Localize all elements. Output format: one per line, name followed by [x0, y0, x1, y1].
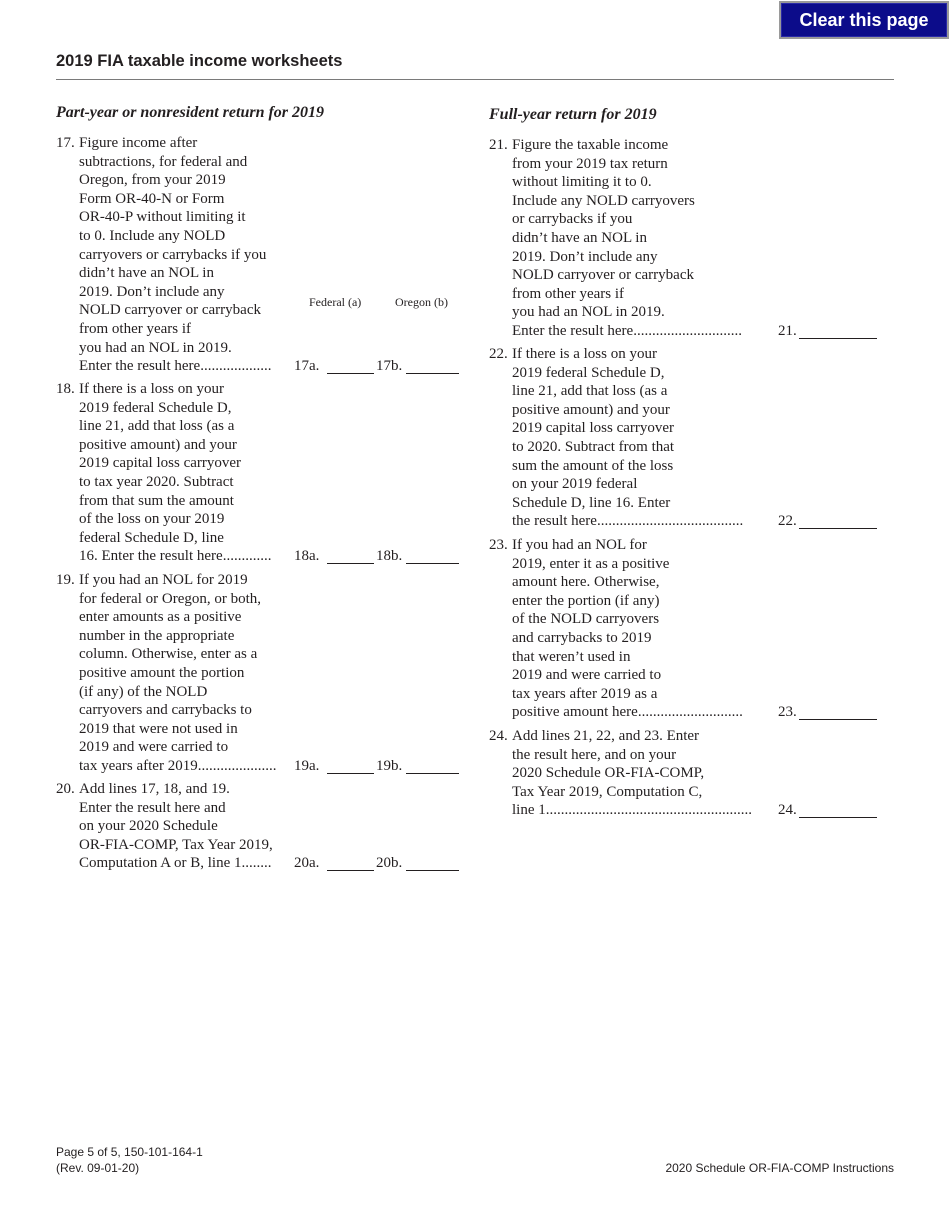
item-text: and carrybacks to 2019 — [512, 630, 652, 646]
item-text: positive amount) and your — [512, 401, 670, 418]
item-text: If there is a loss on your — [512, 346, 657, 362]
item-text: carryovers or carrybacks if you — [79, 246, 267, 263]
footer-document-title: 2020 Schedule OR-FIA-COMP Instructions — [665, 1161, 894, 1175]
item-text: or carrybacks if you — [512, 211, 633, 228]
item-number: 18. — [56, 381, 75, 397]
amount-field[interactable] — [799, 719, 877, 720]
title-rule — [56, 79, 894, 80]
right-column-heading: Full-year return for 2019 — [489, 106, 657, 123]
item-text: you had an NOL in 2019. — [79, 339, 232, 356]
item-text: 2020 Schedule OR-FIA-COMP, — [512, 765, 705, 782]
amount-field[interactable] — [799, 338, 877, 339]
item-text: Form OR-40-N or Form — [79, 190, 225, 207]
item-text: number in the appropriate — [79, 627, 235, 644]
federal-line-label: 19a. — [294, 758, 320, 774]
item-text: Computation A or B, line 1 — [79, 855, 242, 872]
line-label: 21. — [778, 323, 797, 339]
item-number: 24. — [489, 728, 508, 744]
item-text: OR-40-P without limiting it — [79, 209, 246, 226]
item-text: you had an NOL in 2019. — [512, 304, 665, 321]
amount-field[interactable] — [799, 528, 877, 529]
item-text: line 21, add that loss (as a — [512, 383, 668, 400]
item-text: OR-FIA-COMP, Tax Year 2019, — [79, 836, 273, 853]
federal-line-label: 17a. — [294, 358, 320, 375]
federal-amount-field[interactable] — [327, 773, 374, 774]
item-final-line — [512, 801, 768, 820]
item-text: enter amounts as a positive — [79, 609, 242, 626]
oregon-amount-field[interactable] — [406, 773, 459, 774]
item-text: on your 2019 federal — [512, 476, 638, 493]
item-text: for federal or Oregon, or both, — [79, 590, 262, 607]
item-text: tax years after 2019 as a — [512, 685, 658, 702]
item-text: positive amount the portion — [79, 665, 245, 681]
item-text: subtractions, for federal and — [79, 153, 248, 170]
item-text: to tax year 2020. Subtract — [79, 474, 234, 490]
oregon-amount-field[interactable] — [406, 373, 459, 374]
item-number: 21. — [489, 137, 508, 153]
footer-page-info — [56, 1145, 203, 1176]
item-text: Figure the taxable income — [512, 137, 669, 153]
item-text: 2019, enter it as a positive — [512, 555, 670, 572]
item-text: to 0. Include any NOLD — [79, 228, 226, 244]
line-label: 24. — [778, 802, 797, 819]
item-text: from other years if — [79, 321, 192, 337]
item-text: Enter the result here — [512, 323, 634, 339]
item-text: NOLD carryover or carryback — [79, 302, 261, 319]
federal-line-label: 18a. — [294, 548, 320, 565]
item-text: from that sum the amount — [79, 492, 234, 509]
federal-amount-field[interactable] — [327, 373, 374, 374]
item-text: Enter the result here — [79, 358, 201, 375]
footer-revision: (Rev. 09-01-20) — [56, 1160, 140, 1175]
item-text: positive amount) and your — [79, 436, 237, 453]
oregon-line-label: 17b. — [376, 358, 403, 375]
item-final-line — [512, 512, 768, 531]
footer-page-number: Page 5 of 5, 150-101-164-1 — [56, 1145, 203, 1159]
item-text: 2019 and were carried to — [79, 739, 229, 756]
dot-leader: ............. — [222, 548, 272, 565]
item-text: federal Schedule D, line — [79, 529, 224, 546]
item-final-line — [79, 757, 294, 776]
item-text: Add lines 21, 22, and 23. Enter — [512, 728, 700, 744]
item-text: Enter the result here and — [79, 799, 226, 816]
item-text: 2019 federal Schedule D, — [512, 364, 665, 381]
item-text: 2019 and were carried to — [512, 667, 662, 684]
item-text: from other years if — [512, 285, 625, 302]
item-text: 2019 that were not used in — [79, 720, 238, 737]
line-label: 22. — [778, 513, 797, 530]
left-column-heading: Part-year or nonresident return for 2019 — [56, 104, 325, 121]
item-text: Figure income after — [79, 135, 198, 151]
federal-amount-field[interactable] — [327, 870, 374, 871]
item-final-line — [79, 357, 294, 376]
dot-leader: ............................ — [637, 704, 743, 721]
item-text: column. Otherwise, enter as a — [79, 646, 258, 663]
line-label: 23. — [778, 704, 797, 721]
item-final-line — [79, 547, 294, 566]
item-text: from your 2019 tax return — [512, 155, 668, 172]
page-title: 2019 FIA taxable income worksheets — [56, 52, 343, 70]
oregon-line-label: 19b. — [376, 758, 403, 774]
dot-leader: ..................... — [197, 758, 277, 774]
item-text: 2019. Don’t include any — [512, 248, 658, 265]
item-text: that weren’t used in — [512, 648, 631, 665]
item-text: didn’t have an NOL in — [79, 265, 214, 282]
item-text: didn’t have an NOL in — [512, 230, 647, 246]
item-number: 19. — [56, 572, 75, 588]
item-final-line — [512, 322, 768, 341]
item-number: 23. — [489, 537, 508, 553]
oregon-amount-field[interactable] — [406, 563, 459, 564]
federal-line-label: 20a. — [294, 855, 320, 872]
item-text: carryovers and carrybacks to — [79, 702, 252, 719]
item-text: tax years after 2019 — [79, 758, 198, 774]
oregon-column-label: Oregon (b) — [395, 295, 448, 309]
item-text: If there is a loss on your — [79, 381, 224, 397]
federal-column-label: Federal (a) — [309, 295, 362, 309]
item-text: 2019 capital loss carryover — [79, 455, 242, 472]
item-text: If you had an NOL for 2019 — [79, 572, 248, 588]
item-text: 2019. Don’t include any — [79, 283, 225, 300]
item-final-line — [512, 703, 768, 722]
item-number: 22. — [489, 346, 508, 362]
item-text: 2019 capital loss carryover — [512, 420, 675, 437]
item-number: 17. — [56, 135, 75, 151]
oregon-line-label: 18b. — [376, 548, 403, 565]
item-text: If you had an NOL for — [512, 537, 647, 553]
federal-amount-field[interactable] — [327, 563, 374, 564]
item-text: sum the amount of the loss — [512, 457, 674, 474]
dot-leader: ....................................... — [596, 513, 744, 530]
amount-field[interactable] — [799, 817, 877, 818]
item-text: on your 2020 Schedule — [79, 818, 218, 835]
clear-page-button[interactable]: Clear this page — [779, 1, 949, 39]
item-text: without limiting it to 0. — [512, 174, 652, 191]
dot-leader: ........ — [241, 855, 272, 872]
item-text: enter the portion (if any) — [512, 592, 660, 609]
item-text: of the NOLD carryovers — [512, 611, 660, 628]
item-text: Include any NOLD carryovers — [512, 192, 695, 209]
item-text: Tax Year 2019, Computation C, — [512, 783, 703, 800]
item-text: NOLD carryover or carryback — [512, 267, 694, 284]
item-number: 20. — [56, 781, 75, 797]
item-text: Oregon, from your 2019 — [79, 172, 226, 189]
item-final-line — [79, 854, 294, 873]
item-text: of the loss on your 2019 — [79, 511, 225, 528]
item-text: Schedule D, line 16. Enter — [512, 494, 671, 511]
item-text: the result here, and on your — [512, 746, 677, 763]
item-text: to 2020. Subtract from that — [512, 439, 675, 455]
item-text: amount here. Otherwise, — [512, 574, 660, 591]
item-text: positive amount here — [512, 704, 638, 721]
item-text: Add lines 17, 18, and 19. — [79, 781, 230, 797]
dot-leader: ............................. — [633, 323, 742, 339]
item-text: 2019 federal Schedule D, — [79, 399, 232, 416]
item-text: 16. Enter the result here — [79, 548, 223, 565]
item-text: the result here — [512, 513, 597, 530]
dot-leader: ................... — [200, 358, 272, 375]
item-text: (if any) of the NOLD — [79, 683, 208, 700]
item-text: line 1 — [512, 802, 546, 819]
item-text: line 21, add that loss (as a — [79, 418, 235, 435]
oregon-amount-field[interactable] — [406, 870, 459, 871]
dot-leader: ....................................................... — [545, 802, 752, 819]
oregon-line-label: 20b. — [376, 855, 403, 872]
